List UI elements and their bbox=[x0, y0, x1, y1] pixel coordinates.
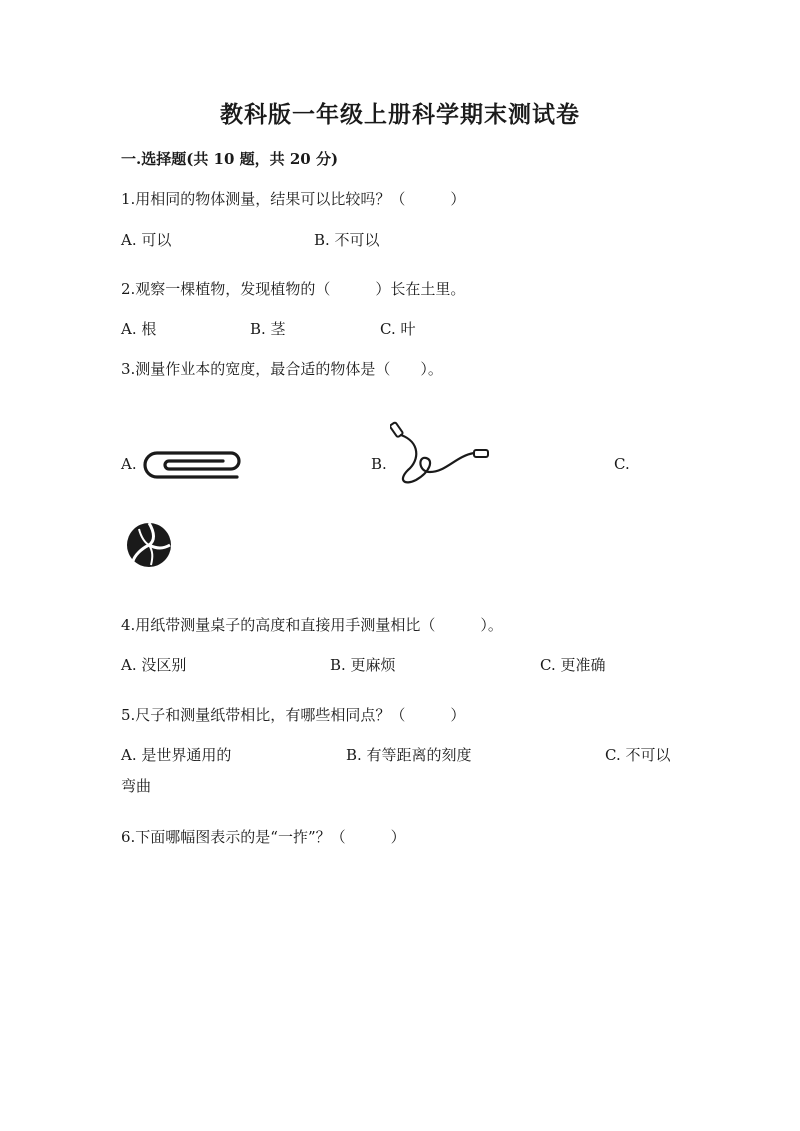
q4-option-a[interactable]: A. 没区别 bbox=[121, 656, 187, 674]
question-4: 4.用纸带测量桌子的高度和直接用手测量相比（ ）。 bbox=[121, 616, 503, 634]
q1-option-a[interactable]: A. 可以 bbox=[121, 231, 172, 249]
section-heading: 一.选择题(共 10 题，共 20 分) bbox=[121, 150, 339, 168]
paperclip-icon bbox=[139, 448, 249, 490]
page-title: 教科版一年级上册科学期末测试卷 bbox=[220, 101, 580, 128]
q4-option-b[interactable]: B. 更麻烦 bbox=[330, 656, 396, 674]
q1-option-b[interactable]: B. 不可以 bbox=[314, 231, 380, 249]
q5-option-c-continued: 弯曲 bbox=[121, 777, 152, 795]
volleyball-icon bbox=[125, 521, 173, 573]
question-1: 1.用相同的物体测量，结果可以比较吗？（ ） bbox=[121, 190, 466, 208]
q3-option-a[interactable]: A. bbox=[121, 455, 137, 473]
jump-rope-icon bbox=[390, 420, 490, 492]
question-6: 6.下面哪幅图表示的是“一拃”？（ ） bbox=[121, 828, 406, 846]
q5-option-a[interactable]: A. 是世界通用的 bbox=[121, 746, 232, 764]
q2-option-b[interactable]: B. 茎 bbox=[250, 320, 286, 338]
q5-option-c[interactable]: C. 不可以 bbox=[605, 746, 671, 764]
q4-option-c[interactable]: C. 更准确 bbox=[540, 656, 606, 674]
q2-option-c[interactable]: C. 叶 bbox=[380, 320, 416, 338]
q5-option-b[interactable]: B. 有等距离的刻度 bbox=[346, 746, 472, 764]
question-5: 5.尺子和测量纸带相比，有哪些相同点？（ ） bbox=[121, 706, 466, 724]
q3-option-c[interactable]: C. bbox=[614, 455, 630, 473]
q2-option-a[interactable]: A. 根 bbox=[121, 320, 157, 338]
question-2: 2.观察一棵植物，发现植物的（ ）长在土里。 bbox=[121, 280, 466, 298]
question-3: 3.测量作业本的宽度，最合适的物体是（ ）。 bbox=[121, 360, 443, 378]
q3-option-b[interactable]: B. bbox=[371, 455, 387, 473]
